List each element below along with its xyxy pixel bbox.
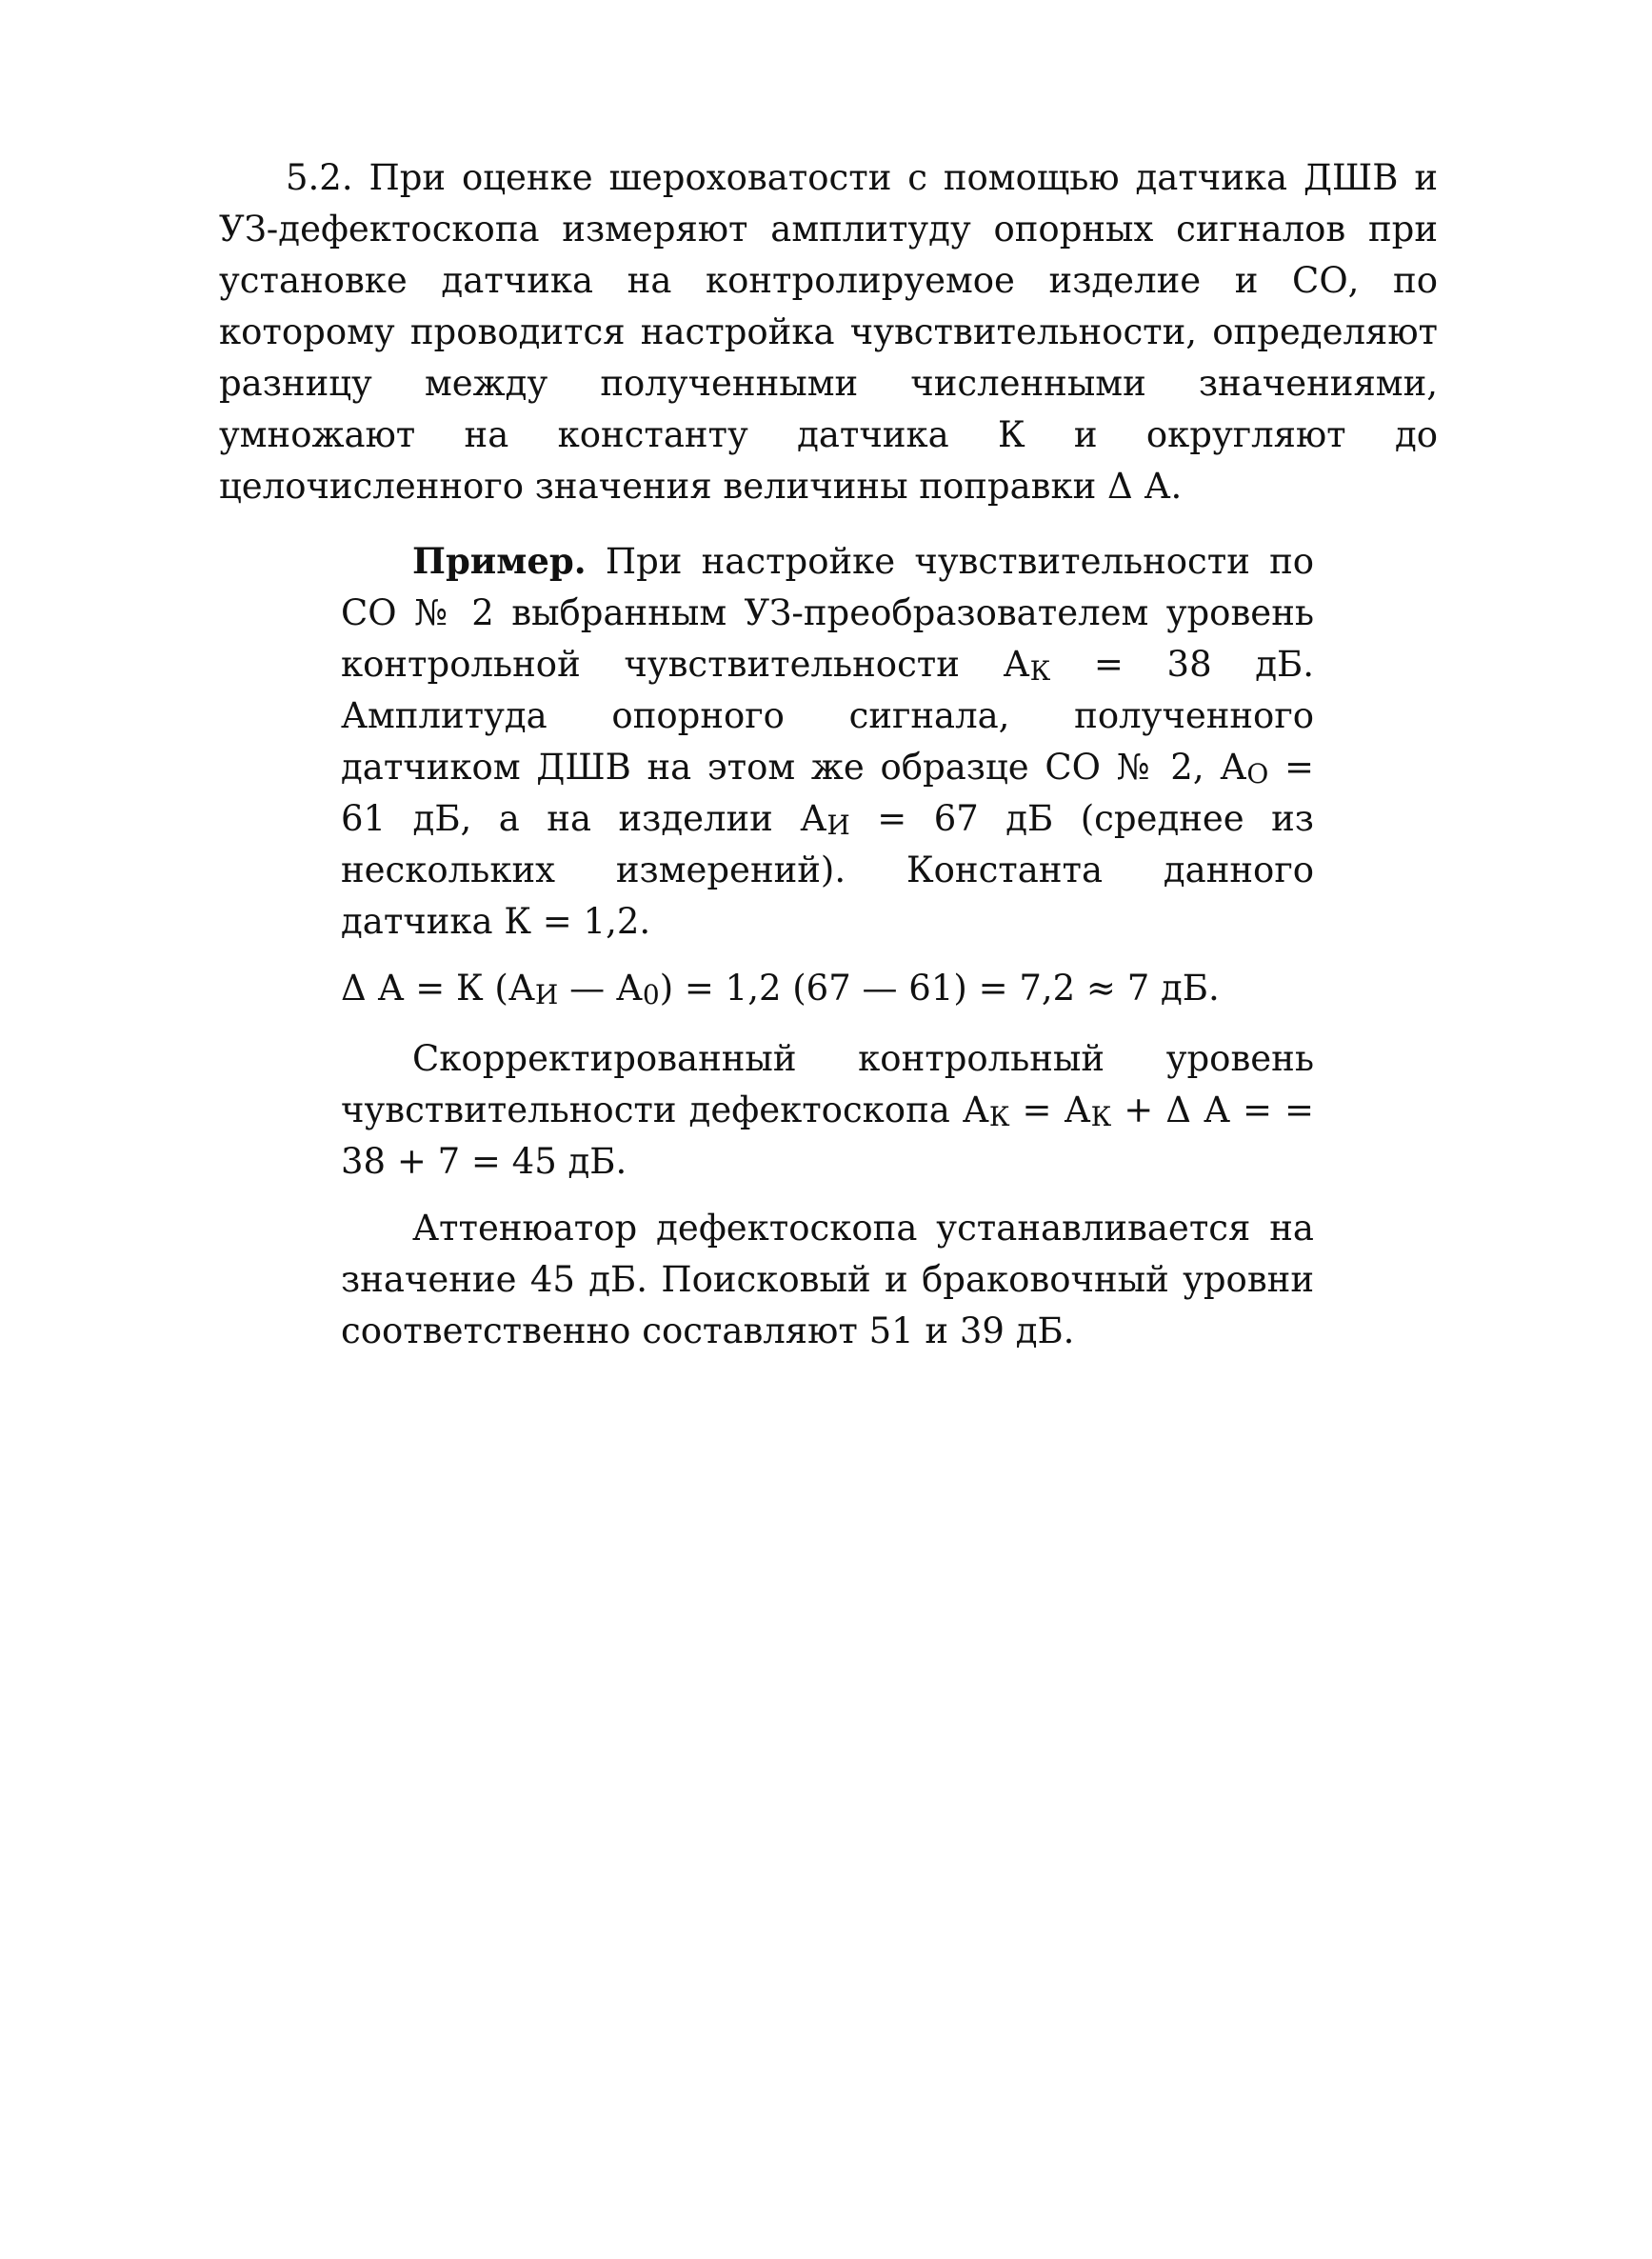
example-text: = 38 дБ. Амплитуда опорного сигнала, полученного датчиком ДШВ на этом же образце СО № 2, А: [341, 644, 1314, 788]
subscript: К: [1090, 1101, 1112, 1132]
example-paragraph-1: [341, 535, 1314, 948]
section-number: 5.2.: [286, 157, 353, 198]
example-text: + Δ А = = 38 + 7 = 45 дБ.: [341, 1090, 1315, 1182]
example-paragraph-2: [341, 1033, 1314, 1188]
subscript: О: [1246, 758, 1269, 790]
example-paragraph-3: Аттенюатор дефектоскопа устанавливается на значение 45 дБ. Поисковый и браковочный уровни соответственно составляют 51 и 39 дБ.: [341, 1208, 1314, 1351]
example-text: = А: [1009, 1090, 1091, 1130]
example-label: Пример.: [412, 540, 587, 582]
example-text: При настройке чувствительности по СО № 2 выбранным УЗ-преобразователем уровень контрольной чувствительности А: [341, 541, 1315, 685]
subscript: И: [826, 810, 850, 841]
section-5-2: [219, 152, 1438, 512]
subscript: И: [534, 979, 559, 1010]
example-text: = 61 дБ, а на изделии А: [341, 747, 1314, 839]
example-text: = 67 дБ (среднее из нескольких измерений). Константа данного датчика К = 1,2.: [341, 798, 1314, 942]
formula: [341, 963, 1314, 1014]
section-paragraph: [219, 152, 1438, 512]
formula-text: Δ А = К (А: [341, 968, 535, 1009]
formula-text: — А: [558, 968, 643, 1009]
section-text: При оценке шероховатости с помощью датчика ДШВ и УЗ-дефектоскопа измеряют амплитуду опорных сигналов при установке датчика на контролируемое изделие и СО, по которому проводится настройка чувствительности, определяют разницу между полученными численными значениями, умножают на константу датчика К и округляют до целочисленного значения величины поправки Δ А.: [219, 157, 1438, 507]
subscript: К: [988, 1101, 1010, 1132]
subscript: К: [1029, 655, 1051, 687]
example-text: Скорректированный контрольный уровень чувствительности дефектоскопа А: [341, 1038, 1314, 1130]
subscript: 0: [642, 979, 660, 1010]
formula-text: ) = 1,2 (67 — 61) = 7,2 ≈ 7 дБ.: [659, 968, 1220, 1009]
example-block: [341, 535, 1314, 1372]
